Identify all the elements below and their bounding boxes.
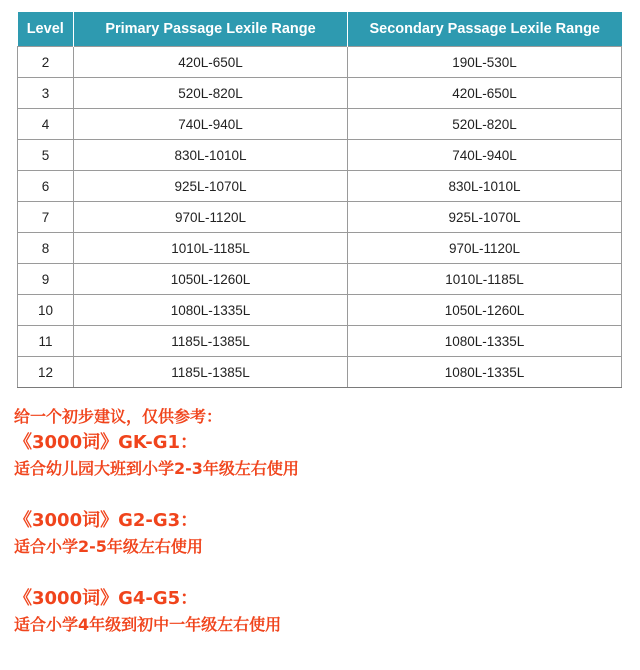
secondary-range-cell: 925L-1070L xyxy=(348,202,622,233)
table-row xyxy=(18,326,622,357)
secondary-range-cell: 1010L-1185L xyxy=(348,264,622,295)
secondary-range-cell: 740L-940L xyxy=(348,140,622,171)
header-primary-range: Primary Passage Lexile Range xyxy=(74,12,348,47)
recommendation-notes xyxy=(14,404,624,638)
secondary-range-cell: 1050L-1260L xyxy=(348,295,622,326)
level-cell: 8 xyxy=(18,233,74,264)
primary-range-cell: 1050L-1260L xyxy=(74,264,348,295)
table-row xyxy=(18,264,622,295)
table-row xyxy=(18,171,622,202)
secondary-range-cell: 1080L-1335L xyxy=(348,357,622,388)
table-row xyxy=(18,47,622,78)
book-title-gk-g1: 《3000词》GK-G1： xyxy=(14,432,199,453)
table-body xyxy=(18,47,622,388)
primary-range-cell: 830L-1010L xyxy=(74,140,348,171)
level-cell: 6 xyxy=(18,171,74,202)
level-cell: 2 xyxy=(18,47,74,78)
book-title-g4-g5: 《3000词》G4-G5： xyxy=(14,588,199,609)
primary-range-cell: 1185L-1385L xyxy=(74,326,348,357)
spacer xyxy=(14,482,624,508)
primary-range-cell: 420L-650L xyxy=(74,47,348,78)
table-row xyxy=(18,295,622,326)
primary-range-cell: 925L-1070L xyxy=(74,171,348,202)
table-row xyxy=(18,233,622,264)
secondary-range-cell: 420L-650L xyxy=(348,78,622,109)
secondary-range-cell: 1080L-1335L xyxy=(348,326,622,357)
secondary-range-cell: 520L-820L xyxy=(348,109,622,140)
level-cell: 12 xyxy=(18,357,74,388)
header-secondary-range: Secondary Passage Lexile Range xyxy=(348,12,622,47)
secondary-range-cell: 970L-1120L xyxy=(348,233,622,264)
table-row xyxy=(18,202,622,233)
primary-range-cell: 970L-1120L xyxy=(74,202,348,233)
table-row xyxy=(18,357,622,388)
spacer xyxy=(14,560,624,586)
header-level: Level xyxy=(18,12,74,47)
level-cell: 7 xyxy=(18,202,74,233)
primary-range-cell: 1010L-1185L xyxy=(74,233,348,264)
table-row xyxy=(18,78,622,109)
secondary-range-cell: 190L-530L xyxy=(348,47,622,78)
level-cell: 9 xyxy=(18,264,74,295)
book-desc-g2-g3: 适合小学2-5年级左右使用 xyxy=(14,537,203,556)
level-cell: 5 xyxy=(18,140,74,171)
secondary-range-cell: 830L-1010L xyxy=(348,171,622,202)
primary-range-cell: 740L-940L xyxy=(74,109,348,140)
book-desc-g4-g5: 适合小学4年级到初中一年级左右使用 xyxy=(14,615,282,634)
book-desc-gk-g1: 适合幼儿园大班到小学2-3年级左右使用 xyxy=(14,459,299,478)
header-row xyxy=(18,12,622,47)
level-cell: 4 xyxy=(18,109,74,140)
book-title-g2-g3: 《3000词》G2-G3： xyxy=(14,510,199,531)
primary-range-cell: 1080L-1335L xyxy=(74,295,348,326)
table-header xyxy=(18,12,622,47)
lexile-range-table xyxy=(17,12,622,388)
notes-intro: 给一个初步建议，仅供参考： xyxy=(14,407,223,426)
table-row xyxy=(18,109,622,140)
table-row xyxy=(18,140,622,171)
level-cell: 10 xyxy=(18,295,74,326)
primary-range-cell: 520L-820L xyxy=(74,78,348,109)
level-cell: 3 xyxy=(18,78,74,109)
level-cell: 11 xyxy=(18,326,74,357)
primary-range-cell: 1185L-1385L xyxy=(74,357,348,388)
